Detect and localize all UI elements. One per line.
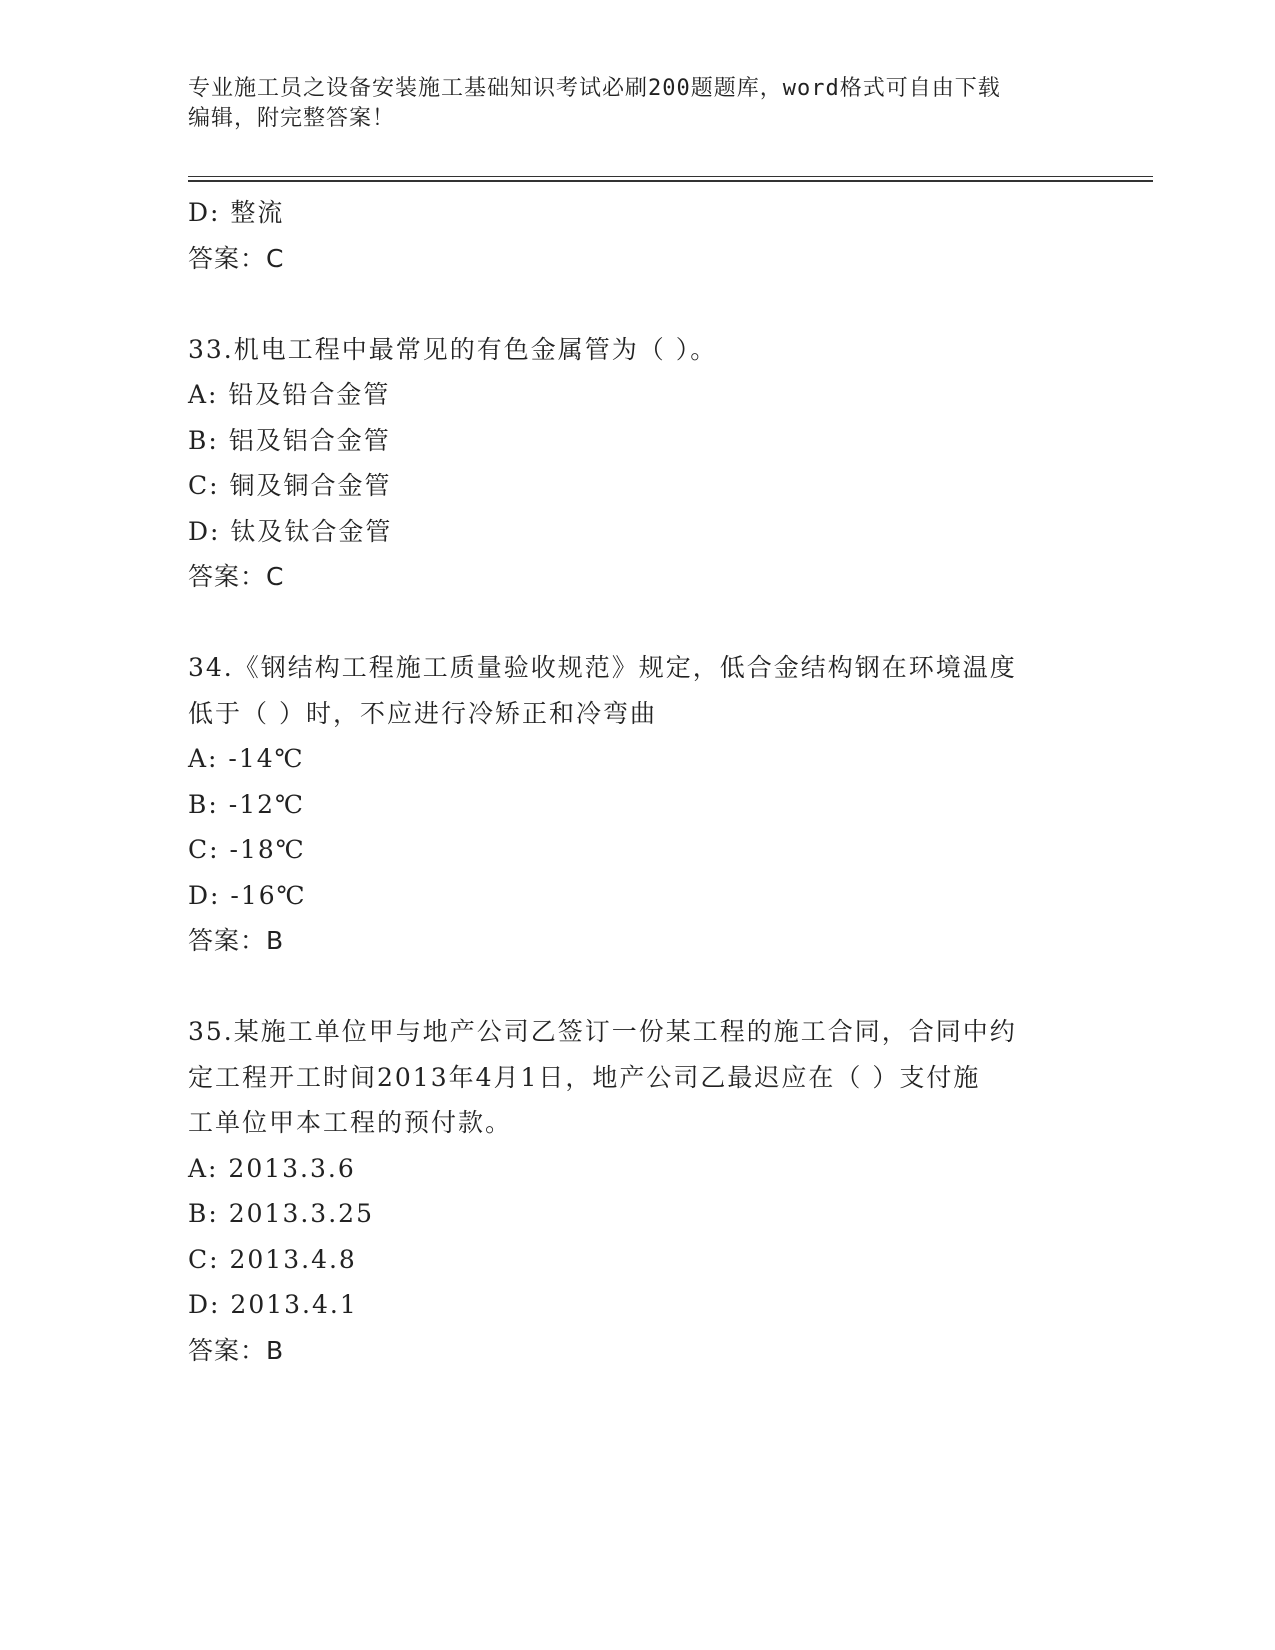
- document-header: [188, 74, 1088, 134]
- spacer: [188, 964, 1088, 1010]
- header-rule-thick: [188, 180, 1153, 182]
- question-stem: 低于（ ）时，不应进行冷矫正和冷弯曲: [188, 698, 657, 728]
- header-line-2: 编辑，附完整答案！: [188, 106, 396, 131]
- option-a: A: 2013.3.6: [188, 1153, 356, 1183]
- option-b: B: 2013.3.25: [188, 1199, 374, 1228]
- question-stem: 34.《钢结构工程施工质量验收规范》规定，低合金结构钢在环境温度: [188, 653, 1017, 682]
- question-34: [188, 645, 1088, 964]
- option-d: D: 钛及钛合金管: [188, 516, 393, 546]
- answer-line: 答案：C: [188, 243, 285, 273]
- answer-line: 答案：B: [188, 926, 285, 955]
- question-stem: 33.机电工程中最常见的有色金属管为（ ）。: [188, 334, 718, 364]
- question-35: [188, 1009, 1088, 1373]
- question-stem: 35.某施工单位甲与地产公司乙签订一份某工程的施工合同，合同中约: [188, 1017, 1017, 1046]
- option-d: D: 2013.4.1: [188, 1290, 358, 1319]
- option-d: D: -16℃: [188, 880, 307, 910]
- option-b: B: -12℃: [188, 789, 305, 819]
- header-line-1: 专业施工员之设备安装施工基础知识考试必刷200题题库，word格式可自由下载: [188, 76, 1001, 101]
- answer-line: 答案：C: [188, 562, 285, 591]
- question-content: [188, 190, 1088, 1373]
- question-33: [188, 327, 1088, 600]
- answer-line: 答案：B: [188, 1335, 285, 1365]
- spacer: [188, 281, 1088, 327]
- previous-question-tail: [188, 190, 1088, 281]
- option-a: A: 铅及铅合金管: [188, 380, 391, 409]
- question-stem: 工单位甲本工程的预付款。: [188, 1108, 513, 1137]
- question-stem: 定工程开工时间2013年4月1日，地产公司乙最迟应在（ ）支付施: [188, 1062, 981, 1092]
- option-a: A: -14℃: [188, 744, 305, 773]
- header-rule-thin: [188, 176, 1153, 177]
- spacer: [188, 600, 1088, 646]
- option-c: C: -18℃: [188, 835, 306, 864]
- option-c: C: 2013.4.8: [188, 1244, 357, 1274]
- option-d: D: 整流: [188, 198, 285, 227]
- option-b: B: 铝及铝合金管: [188, 425, 391, 455]
- option-c: C: 铜及铜合金管: [188, 471, 392, 500]
